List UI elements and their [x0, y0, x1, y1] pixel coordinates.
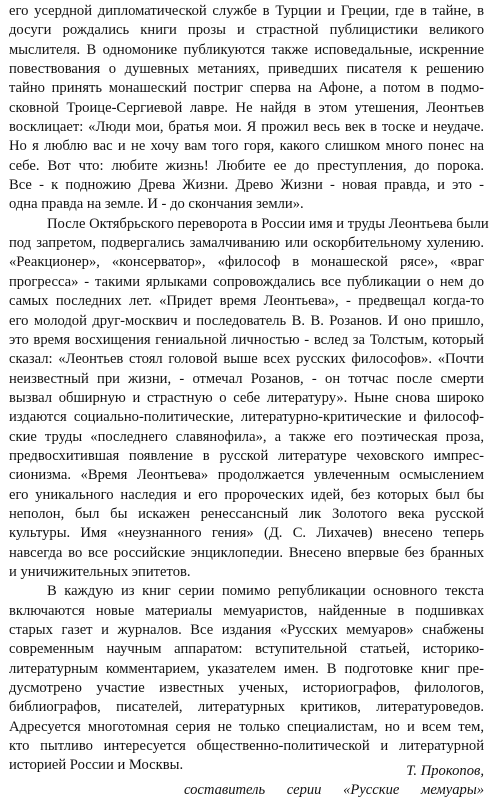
signature-block	[184, 762, 484, 800]
paragraph-3	[9, 582, 484, 775]
text-line: себе. Вот что: любите жизнь! Любите ее до преступления, до порока.	[9, 157, 484, 174]
text-line: «Реакционер», «консерватор», «философ в монашеской рясе», «враг	[9, 254, 484, 271]
text-line: сказал: «Леонтьев стоял головой выше всех русских философов». «Почти	[9, 351, 484, 368]
text-line: неизвестный при жизни, - отмечал Розанов, - он тотчас после смерти	[9, 370, 484, 387]
text-line: самых последних лет. «Придет время Леонтьева», - предвещал когда-то	[9, 293, 484, 310]
text-line: и уничижительных эпитетов.	[9, 563, 191, 580]
text-line: Адресуется многотомная серия не только специалистам, но и всем тем,	[9, 718, 484, 735]
text-line: сковной Троице-Сергиевой лавре. Не найдя в этом утешения, Леонтьев	[9, 99, 484, 116]
text-line: издаются социально-политические, литературно-критические и философ-	[9, 409, 484, 426]
paragraph-1	[9, 2, 484, 215]
text-line: Но я люблю вас и не хочу вам того горя, какого слишком много понес на	[9, 138, 484, 155]
text-line: В каждую из книг серии помимо републикации основного текста	[47, 583, 484, 600]
author-name: Т. Прокопов,	[406, 763, 484, 779]
text-line: под запретом, подвергались замалчиванию или оскорбительному хулению.	[9, 235, 484, 252]
text-line: сионизма. «Время Леонтьева» продолжается увлеченным осмыслением	[9, 467, 484, 484]
text-line: литературным комментарием, указателем имен. В подготовке книг пре-	[9, 660, 484, 677]
text-line: библиографов, писателей, литературных критиков, литературоведов.	[9, 699, 484, 716]
text-line: Все - к подножию Древа Жизни. Древо Жизни - новая правда, и это -	[9, 177, 484, 194]
paragraph-2	[9, 215, 489, 583]
text-line: повествования о душевных метаниях, приведших писателя к решению	[9, 61, 484, 78]
text-line: историей России и Москвы.	[9, 757, 184, 774]
text-line: одна правда на земле. И - до скончания земли».	[9, 196, 304, 213]
text-line: вызвал обширную и страстную о себе литературу». Ныне снова широко	[9, 389, 484, 406]
text-line: тайно принять монашеский постриг сперва на Афоне, а потом в подмо-	[9, 80, 484, 97]
text-line: его усердной дипломатической службе в Турции и Греции, где в тайне, в	[9, 3, 484, 19]
text-line: современным научным аппаратом: вступительной статьей, историко-	[9, 641, 484, 658]
text-line: включаются новые материалы мемуаристов, найденные в подшивках	[9, 602, 484, 619]
text-line: дусмотрено участие известных ученых, историографов, филологов,	[9, 680, 484, 697]
text-line: его молодой друг-москвич и последователь В. В. Розанов. И оно пришло,	[9, 312, 484, 329]
text-line: предвосхитившая появление в русской литературе чеховского импрес-	[9, 447, 484, 464]
text-line: неполон, был бы искажен ренессансный лик Золотого века русской	[9, 505, 484, 522]
text-line: досуги рождались книги прозы и страстной публицистики великого	[9, 22, 484, 39]
text-line: После Октябрьского переворота в России имя и труды Леонтьева были	[47, 215, 489, 232]
text-line: кто пытливо интересуется общественно-политической и литературной	[9, 738, 484, 755]
text-line: восклицает: «Люди мои, братья мои. Я прожил весь век в тоске и неудаче.	[9, 119, 484, 136]
author-role: составитель серии «Русские мемуары»	[183, 782, 484, 798]
text-line: это время восхищения гениальной личностью - вслед за Толстым, который	[9, 331, 484, 348]
text-line: навсегда во все российские энциклопедии. Внесено впервые без бранных	[9, 544, 484, 561]
text-line: прогресса» - такими ярлыками сопровождались все публикации о нем до	[9, 273, 484, 290]
text-line: ские труды «последнего славянофила», а также его поэтическая проза,	[9, 428, 484, 445]
text-line: старых газет и журналов. Все издания «Русских мемуаров» снабжены	[9, 622, 484, 638]
text-line: культуры. Имя «неузнанного гения» (Д. С. Лихачев) внесено теперь	[9, 525, 484, 542]
text-line: его уникального наследия и его пророческих идей, без которых был бы	[9, 486, 484, 503]
text-line: мыслителя. В одномонике публикуются также исповедальные, искренние	[9, 41, 484, 58]
